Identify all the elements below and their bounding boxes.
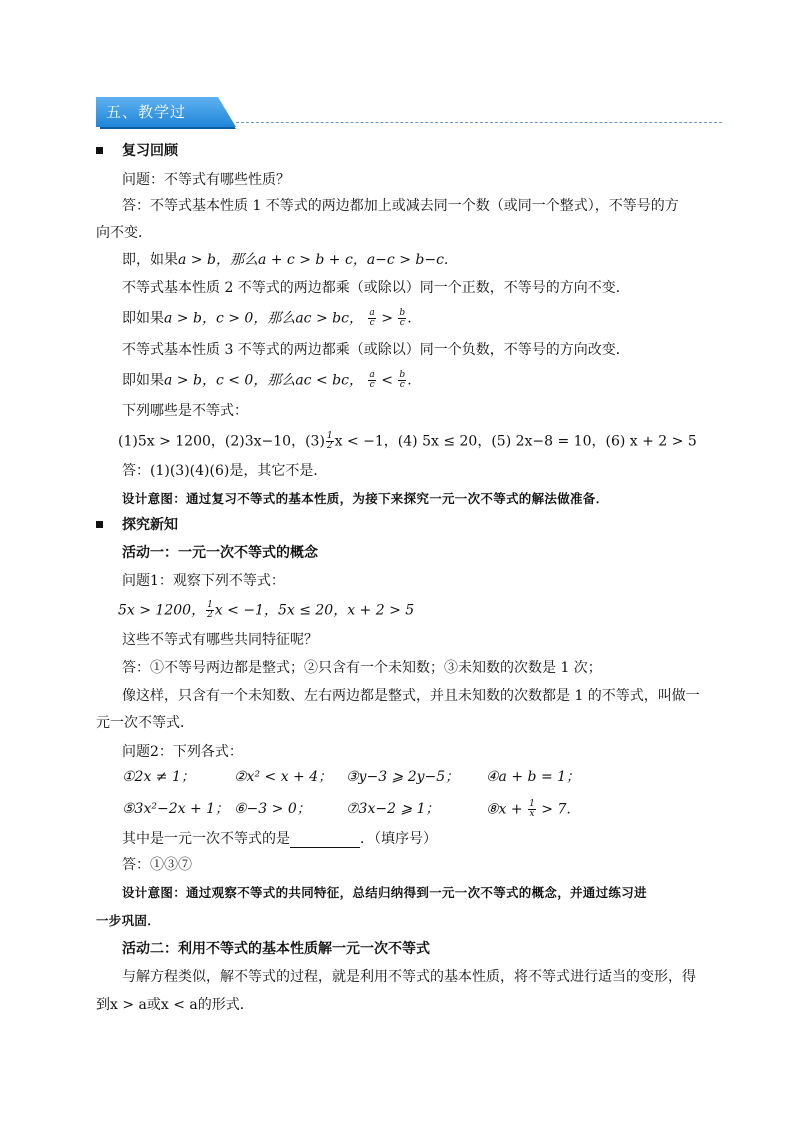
- frac-num: 1: [529, 799, 535, 809]
- fraction-one-half: [326, 432, 334, 451]
- design-intent-2a: 设计意图：通过观察不等式的共同特征，总结归纳得到一元一次不等式的概念，并通过练习进: [122, 885, 647, 900]
- frac-num: a: [369, 308, 375, 318]
- section-title: 五、教学过: [106, 103, 187, 121]
- fraction-a-over-c: [368, 309, 375, 328]
- inequality-list: [118, 432, 697, 451]
- explore-heading: 探究新知: [122, 517, 178, 533]
- question-1-list: [118, 601, 414, 620]
- activity-1-title: 活动一：一元一次不等式的概念: [122, 545, 318, 561]
- frac-den: c: [399, 318, 405, 328]
- example-1-math: a > b，那么a + c > b + c，a−c > b−c.: [178, 252, 449, 268]
- definition-line-1: 像这样，只含有一个未知数、左右两边都是整式，并且未知数的次数都是 1 的不等式，叫做一: [122, 688, 700, 704]
- example-2-prefix: 即如果: [122, 310, 164, 327]
- definition-line-2: 元一次不等式．: [96, 715, 194, 731]
- review-heading: 复习回顾: [122, 143, 178, 159]
- expr-1: ①2x ≠ 1；: [122, 769, 195, 785]
- fraction-a-over-c: [368, 371, 375, 390]
- property-1: 答：不等式基本性质 1 不等式的两边都加上或减去同一个数（或同一个整式），不等号的方: [122, 198, 679, 214]
- expr-7: ⑦3x−2 ⩾ 1；: [346, 801, 440, 817]
- activity-2-text-2: 到x > a或x < a的形式．: [96, 997, 254, 1013]
- fill-in-prompt-b: ．（填序号）: [360, 831, 437, 847]
- answer-2: 答：①③⑦: [122, 857, 192, 873]
- lt-sign: <: [376, 372, 398, 389]
- period: .: [407, 372, 412, 389]
- question-1-follow: 这些不等式有哪些共同特征呢？: [122, 632, 318, 648]
- review-question: 问题：不等式有哪些性质？: [122, 172, 290, 188]
- expr-8-tail: > 7.: [536, 801, 571, 818]
- expr-8-head: ⑧x +: [486, 801, 528, 818]
- banner-dashed-line: [236, 122, 722, 123]
- design-intent-1: 设计意图：通过复习不等式的基本性质，为接下来探究一元一次不等式的解法做准备．: [122, 491, 609, 506]
- frac-num: b: [399, 370, 406, 380]
- fill-in-prompt: [122, 830, 437, 848]
- example-2-math: a > b，c > 0，那么ac > bc，: [164, 310, 363, 327]
- fraction-b-over-c: [398, 309, 406, 328]
- frac-num: 1: [207, 600, 213, 610]
- example-1-prefix: 即，如果: [122, 252, 178, 268]
- inequality-list-b: x < −1，(4) 5x ≤ 20，(5) 2x−8 = 10，(6) x + 2 > 5: [334, 433, 697, 450]
- period: .: [407, 310, 412, 327]
- frac-den: 2: [326, 441, 333, 451]
- inequality-list-a: (1)5x > 1200，(2)3x−10，(3): [118, 433, 325, 450]
- question-1-list-a: 5x > 1200，: [118, 602, 206, 619]
- property-2: 不等式基本性质 2 不等式的两边都乘（或除以）同一个正数，不等号的方向不变．: [122, 280, 630, 296]
- example-3: [122, 371, 412, 390]
- example-3-prefix: 即如果: [122, 372, 164, 389]
- design-intent-2b: 一步巩固．: [96, 913, 161, 928]
- example-3-math: a > b，c < 0，那么ac < bc，: [164, 372, 363, 389]
- expr-4: ④a + b = 1；: [486, 769, 581, 785]
- activity-2-text-1: 与解方程类似，解不等式的过程，就是利用不等式的基本性质，将不等式进行适当的变形，得: [122, 969, 696, 985]
- example-2: [122, 309, 412, 328]
- expr-3: ③y−3 ⩾ 2y−5；: [346, 769, 460, 785]
- fraction-b-over-c: [398, 371, 406, 390]
- property-3: 不等式基本性质 3 不等式的两边都乘（或除以）同一个负数，不等号的方向改变．: [122, 342, 630, 358]
- expr-5: ⑤3x²−2x + 1；: [122, 801, 230, 817]
- frac-den: c: [399, 380, 405, 390]
- expr-8: [486, 800, 571, 819]
- property-1-cont: 向不变．: [96, 225, 152, 241]
- frac-num: a: [369, 370, 375, 380]
- example-1: [122, 251, 448, 269]
- bullet-square-icon: [96, 147, 103, 154]
- frac-num: b: [399, 308, 406, 318]
- frac-den: 2: [207, 610, 213, 620]
- review-answer: 答：(1)(3)(4)(6)是，其它不是．: [122, 463, 328, 479]
- frac-den: x: [529, 809, 535, 819]
- answer-blank[interactable]: [290, 833, 360, 848]
- expr-6: ⑥−3 > 0；: [234, 801, 311, 817]
- question-1-list-b: x < −1，5x ≤ 20，x + 2 > 5: [214, 602, 415, 619]
- frac-den: c: [369, 318, 375, 328]
- expr-2: ②x² < x + 4；: [234, 769, 333, 785]
- frac-num: 1: [326, 431, 333, 441]
- fraction-one-half: [206, 601, 214, 620]
- fill-in-prompt-a: 其中是一元一次不等式的是: [122, 831, 290, 847]
- question-2: 问题2：下列各式：: [122, 744, 243, 760]
- frac-den: c: [369, 380, 375, 390]
- bullet-square-icon: [96, 521, 103, 528]
- fraction-one-over-x: [528, 800, 536, 819]
- gt-sign: >: [376, 310, 398, 327]
- activity-2-title: 活动二：利用不等式的基本性质解一元一次不等式: [122, 941, 430, 957]
- answer-1: 答：①不等号两边都是整式；②只含有一个未知数；③未知数的次数是 1 次；: [122, 660, 602, 676]
- section-banner: [96, 97, 722, 131]
- question-1: 问题1：观察下列不等式：: [122, 573, 285, 589]
- which-prompt: 下列哪些是不等式：: [122, 403, 248, 419]
